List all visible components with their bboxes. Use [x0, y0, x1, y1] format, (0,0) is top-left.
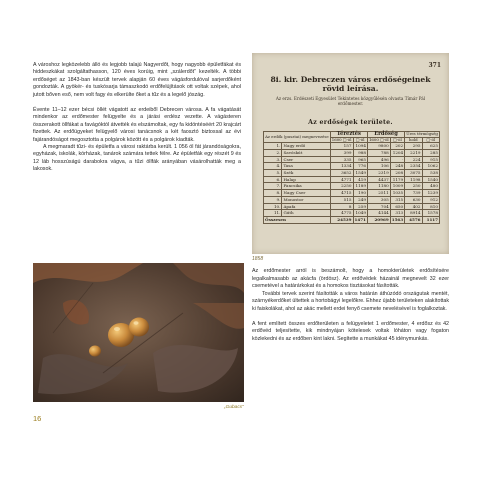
row-number: 5.: [264, 170, 282, 177]
paragraph: A fent említett összes erdőterületen a felügyeletet 1 erdőmester, 4 erdősz és 42 erdővéd teljesítette, kik mindnyájan kötelesek voltak lóháton vagy fogaton közlekedni és az erdőben kint lakni. Segítette a munkákat 45 idénymunkás.: [252, 320, 449, 342]
total-row: [264, 216, 440, 223]
table-cell: 3652: [330, 170, 353, 177]
table-cell: 4771: [330, 176, 353, 183]
table-row: [264, 183, 440, 190]
table-cell: 4715: [330, 190, 353, 197]
row-name: Gúth: [282, 210, 330, 217]
row-number: 7.: [264, 183, 282, 190]
photo-caption: „Gubacs”: [224, 405, 244, 410]
subheader: □-öl: [390, 137, 404, 143]
row-number: 4.: [264, 163, 282, 170]
table-cell: 1117: [422, 216, 439, 223]
table-cell: 1035: [390, 190, 404, 197]
photo-oak-galls: [33, 263, 244, 402]
table-cell: 9800: [367, 143, 390, 150]
row-number: 11.: [264, 210, 282, 217]
table-cell: 1563: [391, 216, 404, 222]
row-number: 10.: [264, 203, 282, 210]
row-name: Apafa: [282, 203, 330, 210]
table-row: [264, 190, 440, 197]
table-cell: 313: [390, 210, 404, 217]
table-cell: 305: [367, 196, 390, 203]
table-row: [264, 170, 440, 177]
table-cell: 1578: [422, 210, 439, 217]
table-cell: 249: [353, 196, 367, 203]
table-row: [264, 203, 440, 210]
row-number: 3.: [264, 156, 282, 163]
table-cell: 810: [422, 203, 439, 210]
table-cell: 988: [353, 149, 367, 156]
row-name: Szék: [282, 170, 330, 177]
row-number: 2.: [264, 149, 282, 156]
table-row: [264, 163, 440, 170]
paragraph: A városhoz legközelebb álló és legjobb talajú Nagyerdőt, hogy nagyobb épületfákat és hiddeszkákat szolgáltathasson, 120 éves korúig, mint „szálerdőt” kezelték. A többi erdőséget az 1843-ban készült tervek alapján 60 éves vágásfordulóval sarjerdőként gondozták. A gyökér- és tuskósarja támaszkodó erdőfelújítások ott voltak szépek, ahol jutott bőven eső, nem volt fagy és elkerülte őket a tűz és a legelő jószág.: [33, 62, 241, 98]
scanned-document: [252, 53, 449, 254]
table-cell: 1549: [353, 170, 367, 177]
table-cell: 496: [367, 156, 390, 163]
table-cell: 4437: [367, 176, 390, 183]
row-name: Tasa: [282, 163, 330, 170]
right-text-column: [252, 268, 449, 343]
table-cell: 915: [422, 156, 439, 163]
row-number: 1.: [264, 143, 282, 150]
table-cell: 295: [405, 143, 422, 150]
table-cell: 630: [405, 196, 422, 203]
page-number: 16: [33, 414, 42, 423]
table-row: [264, 176, 440, 183]
table-cell: 399: [330, 149, 353, 156]
table-row: [264, 210, 440, 217]
row-number: 6.: [264, 176, 282, 183]
table-cell: 419: [353, 176, 367, 183]
table-cell: 480: [422, 183, 439, 190]
table-cell: 24539: [330, 216, 353, 223]
row-name: Cser: [282, 156, 330, 163]
subheader: □-öl: [353, 137, 367, 143]
table-cell: 157: [330, 143, 353, 150]
table-cell: 250: [405, 183, 422, 190]
header-forest: Erdőség: [367, 132, 404, 138]
table-cell: 106: [367, 163, 390, 170]
paragraph: Évente 11–12 ezer bécsi öllét vágatott az erdeiből Debrecen városa. A fa vágatását mindenkor az erdőmester felügyelte és a járási erdész vezette. A vágásteren összerakott öllfákat a favágóktól átvették és elszámoltak, egy fa kidöntéséért 20 krajcárt fizettek. Az erdőügyeket felügyelő városi tanácsnok a két faosztó biztossal az évi fajárandóságot megosztotta a polgárok között és a polgárok kiadták.: [33, 106, 241, 143]
scan-caption: 1858: [252, 256, 264, 262]
scan-subtitle: Az erzs. Erdészeti Egyesület Tekintetes közgyűlésén olvasta Tímár Pál erdőmester.: [275, 96, 426, 107]
table-cell: 208: [390, 170, 404, 177]
table-cell: 704: [367, 203, 390, 210]
table-cell: 776: [353, 163, 367, 170]
table-cell: 912: [422, 196, 439, 203]
table-cell: 1471: [354, 216, 366, 222]
row-name: Nagy erdő: [282, 143, 330, 150]
table-cell: 515: [330, 196, 353, 203]
row-name: Monostor: [282, 196, 330, 203]
table-cell: ·: [390, 156, 404, 163]
table-cell: 402: [405, 203, 422, 210]
table-cell: 2219: [405, 149, 422, 156]
table-cell: 788: [367, 149, 390, 156]
total-label: Összesen: [264, 216, 331, 223]
table-cell: 8: [330, 203, 353, 210]
oak-galls-image: [33, 263, 244, 402]
table-cell: 1049: [353, 210, 367, 217]
table-cell: 1204: [390, 149, 404, 156]
header-empty: Üres térmögség: [406, 131, 438, 136]
table-cell: 3075: [405, 170, 422, 177]
table-cell: 20969: [367, 216, 390, 223]
table-cell: 248: [390, 163, 404, 170]
paragraph: További tervek szerint fásították a város határán áthúzódó országutak mentét, szárnyékerdőket ültettek a hortobágyi legelőkre. Ehhez újabb területeken alakítottak ki faiskolákat, ahol az akác mellett erdei fenyő csemete nevelésével is foglalkoztak.: [252, 290, 449, 312]
table-cell: 224: [405, 156, 422, 163]
table-cell: 335: [330, 156, 353, 163]
table-row: [264, 143, 440, 150]
table-row: [264, 149, 440, 156]
forest-area-table: [263, 131, 440, 224]
table-cell: 538: [422, 170, 439, 177]
table-cell: 2511: [367, 190, 390, 197]
paragraph: A megmaradt tűzi- és épületfa a városi raktárba került. 1 056 öl fát járandóságokra, egyházak, iskolák, kórházak, tanárok számára tettek félre. Az épületfák egy részét 9 és 12 láb hosszúságú darabokra vágva, a tűzi öllfák arányában vásárolhatták meg a lakosok.: [33, 144, 241, 173]
subheader: 1600 □-öl: [331, 136, 352, 142]
left-text-column: [33, 62, 241, 174]
paragraph: Az erdőmester arról is beszámolt, hogy a homokterületek erdősítésére legalkalmasabb az akácfa (ördösz). Az erdővédek házainál megnevelt 32 ezer csemetével a határárkokat és a homokos tisztásokat fásították.: [252, 268, 449, 289]
table-row: [264, 196, 440, 203]
table-cell: 1334: [330, 163, 353, 170]
table-row: [264, 156, 440, 163]
header-name: Az erdők (pusztai) megnevezése: [264, 132, 331, 143]
table-cell: 2319: [367, 170, 390, 177]
table-cell: 739: [405, 190, 422, 197]
table-cell: 650: [390, 203, 404, 210]
row-number: 8.: [264, 190, 282, 197]
table-cell: 4775: [330, 210, 353, 217]
row-number: 9.: [264, 196, 282, 203]
table-cell: 965: [353, 156, 367, 163]
table-cell: 202: [390, 143, 404, 150]
table-cell: 625: [422, 143, 439, 150]
scan-heading: Az erdőségek területe.: [308, 119, 393, 126]
row-name: Fancsika: [282, 183, 330, 190]
table-cell: 8914: [405, 210, 422, 217]
table-cell: 315: [390, 196, 404, 203]
subheader: 1600 □-öl: [368, 136, 389, 142]
row-name: Halap: [282, 176, 330, 183]
table-cell: 4576: [405, 216, 422, 223]
row-name: Savóskút: [282, 149, 330, 156]
table-cell: 1540: [422, 176, 439, 183]
scan-title: 8i. kir. Debreczen város erdőségeinek rövid leírása.: [270, 75, 431, 93]
table-cell: 2250: [330, 183, 353, 190]
table-cell: 1239: [422, 190, 439, 197]
subheader: □-öl: [422, 137, 439, 143]
table-cell: 1062: [422, 163, 439, 170]
header-area: Téreztés: [330, 132, 367, 138]
table-cell: 259: [353, 203, 367, 210]
subheader: hold: [405, 137, 422, 143]
table-cell: 190: [353, 190, 367, 197]
table-cell: 1198: [405, 176, 422, 183]
row-name: Nagy Cser: [282, 190, 330, 197]
table-cell: 4144: [367, 210, 390, 217]
table-cell: 1009: [390, 183, 404, 190]
scan-page-number: 371: [428, 62, 441, 69]
table-cell: 1189: [353, 183, 367, 190]
table-cell: 1180: [367, 183, 390, 190]
table-cell: 2354: [405, 163, 422, 170]
table-cell: 285: [422, 149, 439, 156]
table-cell: 1179: [390, 176, 404, 183]
table-cell: 1094: [353, 143, 367, 150]
